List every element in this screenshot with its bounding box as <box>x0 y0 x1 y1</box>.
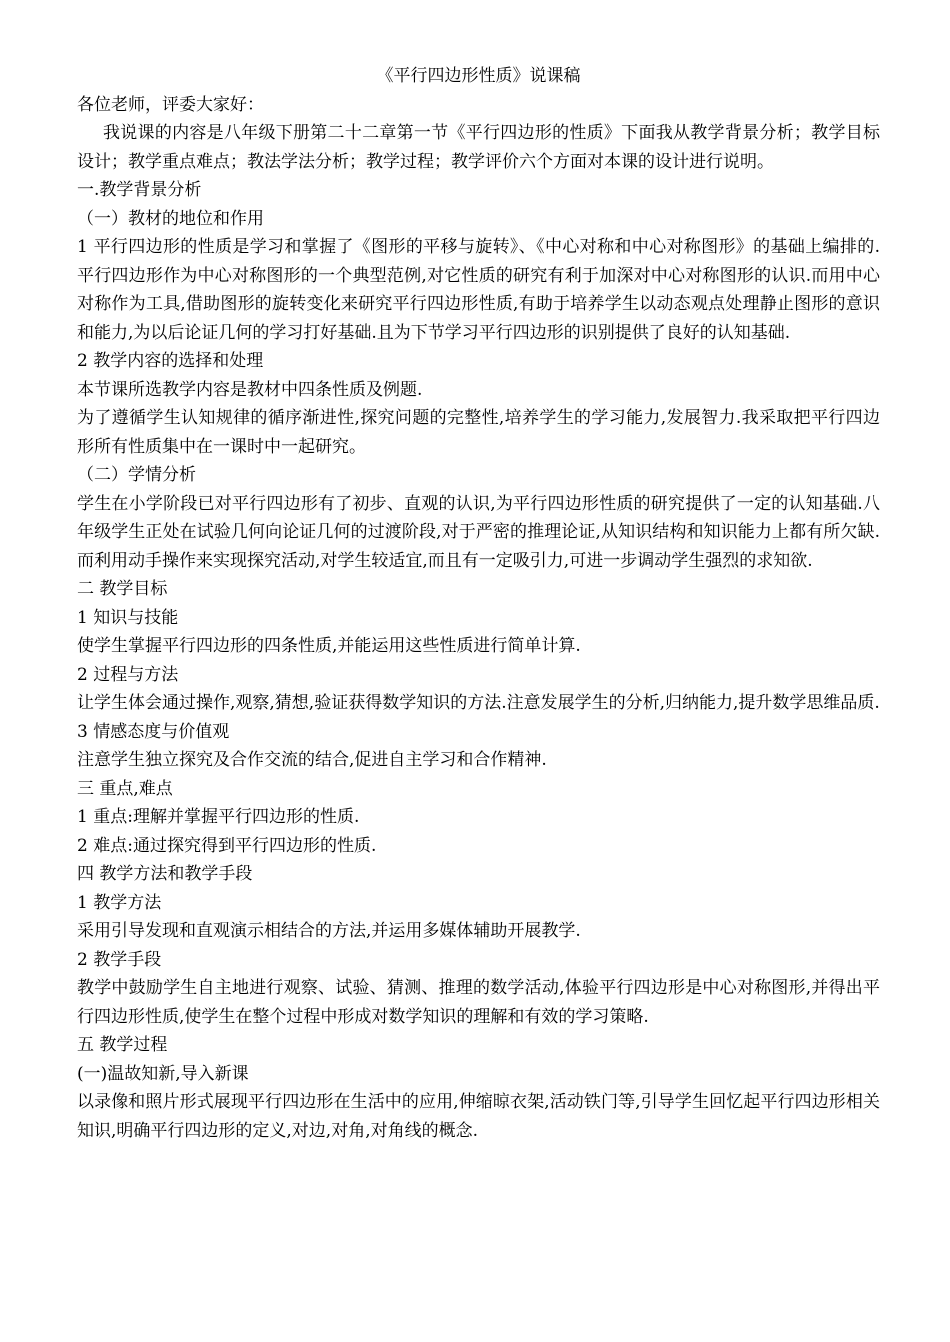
paragraph: （一）教材的地位和作用 <box>77 208 264 229</box>
paragraph: 教学中鼓励学生自主地进行观察、试验、猜测、推理的数学活动,体验平行四边形是中心对称图形,并得出平行四边形性质,使学生在整个过程中形成对数学知识的理解和有效的学习策略. <box>77 978 880 1027</box>
paragraph: 3 情感态度与价值观 <box>77 721 230 742</box>
paragraph: 三 重点,难点 <box>77 778 173 799</box>
paragraph: 2 教学内容的选择和处理 <box>77 351 264 371</box>
paragraph: 使学生掌握平行四边形的四条性质,并能运用这些性质进行简单计算. <box>77 636 581 656</box>
document-page <box>77 62 880 1145</box>
paragraph: 五 教学过程 <box>77 1035 168 1055</box>
paragraph: 四 教学方法和教学手段 <box>77 864 253 884</box>
paragraph: 本节课所选教学内容是教材中四条性质及例题. <box>77 379 423 400</box>
paragraph: 2 教学手段 <box>77 949 162 970</box>
paragraph: 1 教学方法 <box>77 892 162 913</box>
paragraph: 为了遵循学生认知规律的循序渐进性,探究问题的完整性,培养学生的学习能力,发展智力.我采取把平行四边形所有性质集中在一课时中一起研究。 <box>77 408 880 457</box>
paragraph: (一)温故知新,导入新课 <box>77 1063 249 1084</box>
paragraph: 我说课的内容是八年级下册第二十二章第一节《平行四边形的性质》下面我从教学背景分析；教学目标设计；教学重点难点；教法学法分析；教学过程；教学评价六个方面对本课的设计进行说明。 <box>77 123 880 172</box>
paragraph: 2 过程与方法 <box>77 664 179 685</box>
paragraph: 二 教学目标 <box>77 579 168 599</box>
paragraph: （二）学情分析 <box>77 465 196 485</box>
paragraph: 以录像和照片形式展现平行四边形在生活中的应用,伸缩晾衣架,活动铁门等,引导学生回忆起平行四边形相关知识,明确平行四边形的定义,对边,对角,对角线的概念. <box>77 1092 880 1141</box>
paragraph: 2 难点:通过探究得到平行四边形的性质. <box>77 835 377 856</box>
document-title: 《平行四边形性质》说课稿 <box>376 66 581 86</box>
paragraph: 让学生体会通过操作,观察,猜想,验证获得数学知识的方法.注意发展学生的分析,归纳能力,提升数学思维品质. <box>77 693 880 713</box>
paragraph: 1 平行四边形的性质是学习和掌握了《图形的平移与旋转》、《中心对称和中心对称图形》的基础上编排的.平行四边形作为中心对称图形的一个典型范例,对它性质的研究有利于加深对中心对称图形的认识.而用中心对称作为工具,借助图形的旋转变化来研究平行四边形性质,有助于培养学生以动态观点处理静止图形的意识和能力,为以后论证几何的学习打好基础.且为下节学习平行四边形的识别提供了良好的认知基础. <box>77 237 880 343</box>
paragraph: 各位老师，评委大家好： <box>77 94 264 115</box>
paragraph: 1 知识与技能 <box>77 607 179 628</box>
paragraph: 学生在小学阶段已对平行四边形有了初步、直观的认识,为平行四边形性质的研究提供了一定的认知基础.八年级学生正处在试验几何向论证几何的过渡阶段,对于严密的推理论证,从知识结构和知识能力上都有所欠缺.而利用动手操作来实现探究活动,对学生较适宜,而且有一定吸引力,可进一步调动学生强烈的求知欲. <box>77 493 880 571</box>
paragraph: 1 重点:理解并掌握平行四边形的性质. <box>77 807 360 827</box>
paragraph: 采用引导发现和直观演示相结合的方法,并运用多媒体辅助开展教学. <box>77 921 581 941</box>
paragraph: 一.教学背景分析 <box>77 180 202 200</box>
document-body <box>77 91 880 1146</box>
paragraph: 注意学生独立探究及合作交流的结合,促进自主学习和合作精神. <box>77 750 547 770</box>
